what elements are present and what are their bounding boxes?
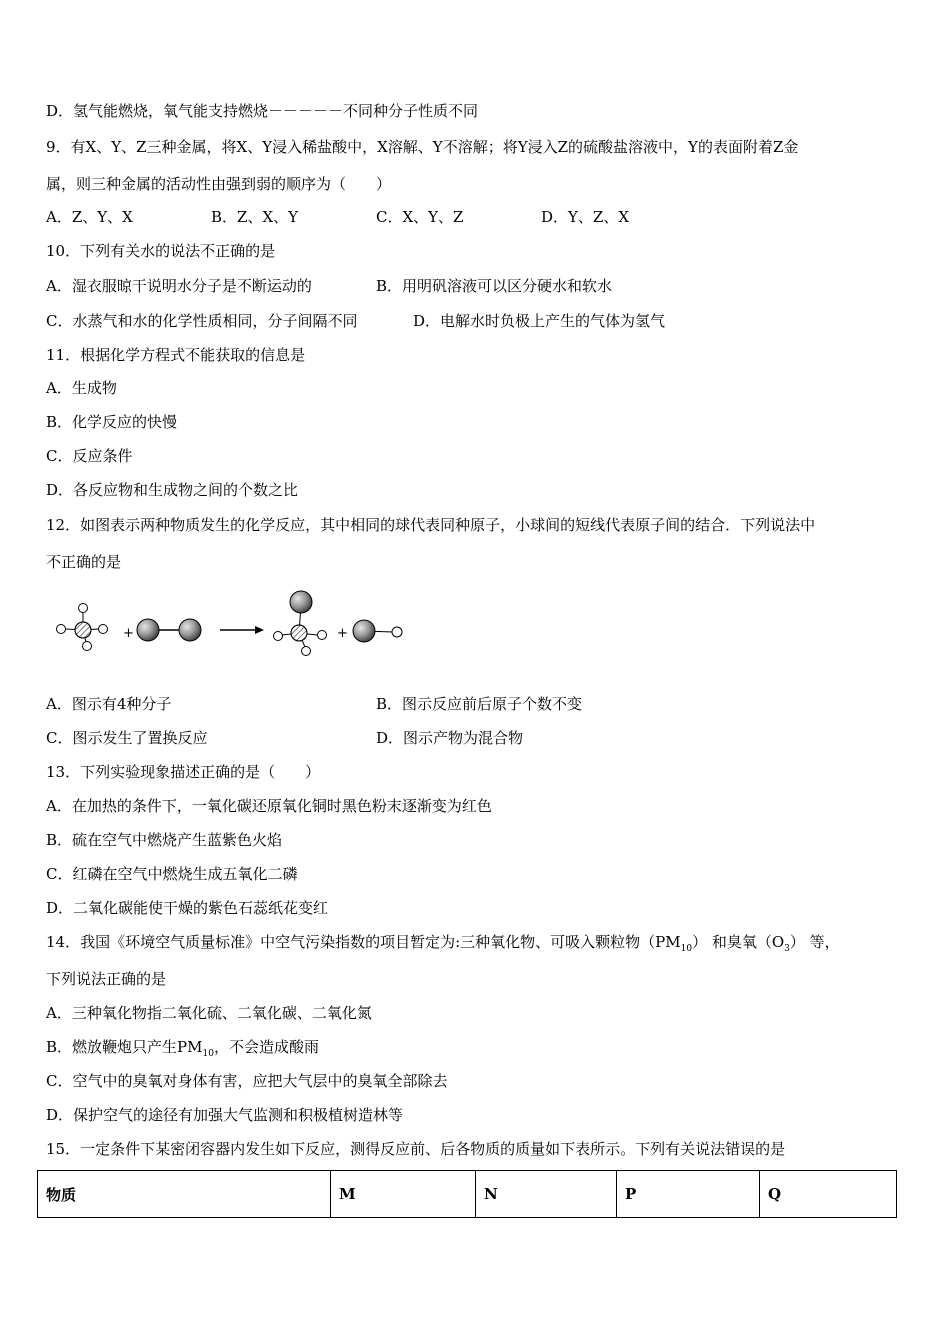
- q12-option-d: D．图示产物为混合物: [376, 729, 524, 747]
- q11-option-c: C．反应条件: [46, 447, 133, 465]
- product-molecule-1: [274, 591, 327, 656]
- product-molecule-2: [353, 620, 402, 642]
- reactant-molecule-2: [137, 619, 201, 641]
- q14-option-b-part2: ，不会造成酸雨: [213, 1038, 319, 1056]
- q12-option-c: C．图示发生了置换反应: [46, 729, 208, 747]
- reaction-arrow: [220, 626, 264, 634]
- q14-pm-subscript: 10: [680, 944, 693, 954]
- q13-option-d: D．二氧化碳能使干燥的紫色石蕊纸花变红: [46, 899, 329, 917]
- q12-option-a: A．图示有4种分子: [46, 695, 172, 713]
- q11-option-b: B．化学反应的快慢: [46, 413, 178, 431]
- q14-stem-part2: ） 和臭氧（O: [692, 933, 785, 951]
- q15-stem: 15．一定条件下某密闭容器内发生如下反应，测得反应前、后各物质的质量如下表所示。下列有关说法错误的是: [46, 1140, 786, 1158]
- q10-option-b: B．用明矾溶液可以区分硬水和软水: [376, 277, 613, 295]
- q9-stem-line1: 9．有X、Y、Z三种金属，将X、Y浸入稀盐酸中，X溶解、Y不溶解；将Y浸入Z的硫酸盐溶液中，Y的表面附着Z金: [46, 138, 799, 156]
- q9-option-a: A．Z、Y、X: [46, 208, 133, 226]
- q14-option-b-part1: B．燃放鞭炮只产生PM: [46, 1038, 203, 1056]
- q14-option-c: C．空气中的臭氧对身体有害，应把大气层中的臭氧全部除去: [46, 1072, 448, 1090]
- table-header-cell: P: [617, 1171, 760, 1218]
- table-header-cell: 物质: [38, 1171, 331, 1218]
- reaction-diagram: [46, 585, 426, 665]
- q11-option-d: D．各反应物和生成物之间的个数之比: [46, 481, 299, 499]
- q14-option-d: D．保护空气的途径有加强大气监测和积极植树造林等: [46, 1106, 404, 1124]
- table-header-cell: M: [331, 1171, 476, 1218]
- q14-ozone-subscript: 3: [784, 944, 790, 954]
- q11-option-a: A．生成物: [46, 379, 117, 397]
- q9-option-b: B．Z、X、Y: [211, 208, 299, 226]
- table-header-cell: Q: [760, 1171, 897, 1218]
- q14-option-b: [46, 1037, 319, 1064]
- q10-stem: 10．下列有关水的说法不正确的是: [46, 242, 276, 260]
- q10-option-a: A．湿衣服晾干说明水分子是不断运动的: [46, 277, 312, 295]
- q14-stem-part1: 14．我国《环境空气质量标准》中空气污染指数的项目暂定为:三种氧化物、可吸入颗粒物（PM: [46, 933, 681, 951]
- table-header-row: [38, 1171, 897, 1218]
- q14-option-a: A．三种氧化物指二氧化硫、二氧化碳、二氧化氮: [46, 1004, 372, 1022]
- q11-stem: 11．根据化学方程式不能获取的信息是: [46, 346, 306, 364]
- mass-table: [37, 1170, 897, 1218]
- q14-stem-line2: 下列说法正确的是: [46, 970, 167, 988]
- q13-option-a: A．在加热的条件下，一氧化碳还原氧化铜时黑色粉末逐渐变为红色: [46, 797, 492, 815]
- q12-stem-line2: 不正确的是: [46, 553, 122, 571]
- q12-option-b: B．图示反应前后原子个数不变: [376, 695, 583, 713]
- q14-stem-part3: ） 等，: [789, 933, 840, 951]
- q13-option-b: B．硫在空气中燃烧产生蓝紫色火焰: [46, 831, 283, 849]
- plus-sign-2: +: [337, 626, 348, 641]
- q14-stem-line1: [46, 932, 840, 959]
- reactant-molecule-1: [57, 604, 108, 651]
- q13-stem: 13．下列实验现象描述正确的是（ ）: [46, 763, 321, 781]
- q13-option-c: C．红磷在空气中燃烧生成五氧化二磷: [46, 865, 298, 883]
- q10-option-d: D．电解水时负极上产生的气体为氢气: [413, 312, 666, 330]
- q9-stem-line2: 属，则三种金属的活动性由强到弱的顺序为（ ）: [46, 175, 392, 193]
- q14-option-b-subscript: 10: [202, 1049, 214, 1059]
- q12-stem-line1: 12．如图表示两种物质发生的化学反应，其中相同的球代表同种原子，小球间的短线代表原子间的结合．下列说法中: [46, 516, 816, 534]
- q9-option-c: C．X、Y、Z: [376, 208, 464, 226]
- q9-option-d: D．Y、Z、X: [541, 208, 630, 226]
- plus-sign-1: +: [123, 626, 134, 641]
- q10-option-c: C．水蒸气和水的化学性质相同，分子间隔不同: [46, 312, 358, 330]
- table-header-cell: N: [476, 1171, 617, 1218]
- q8-option-d: D．氢气能燃烧，氧气能支持燃烧－－－－－不同种分子性质不同: [46, 102, 479, 120]
